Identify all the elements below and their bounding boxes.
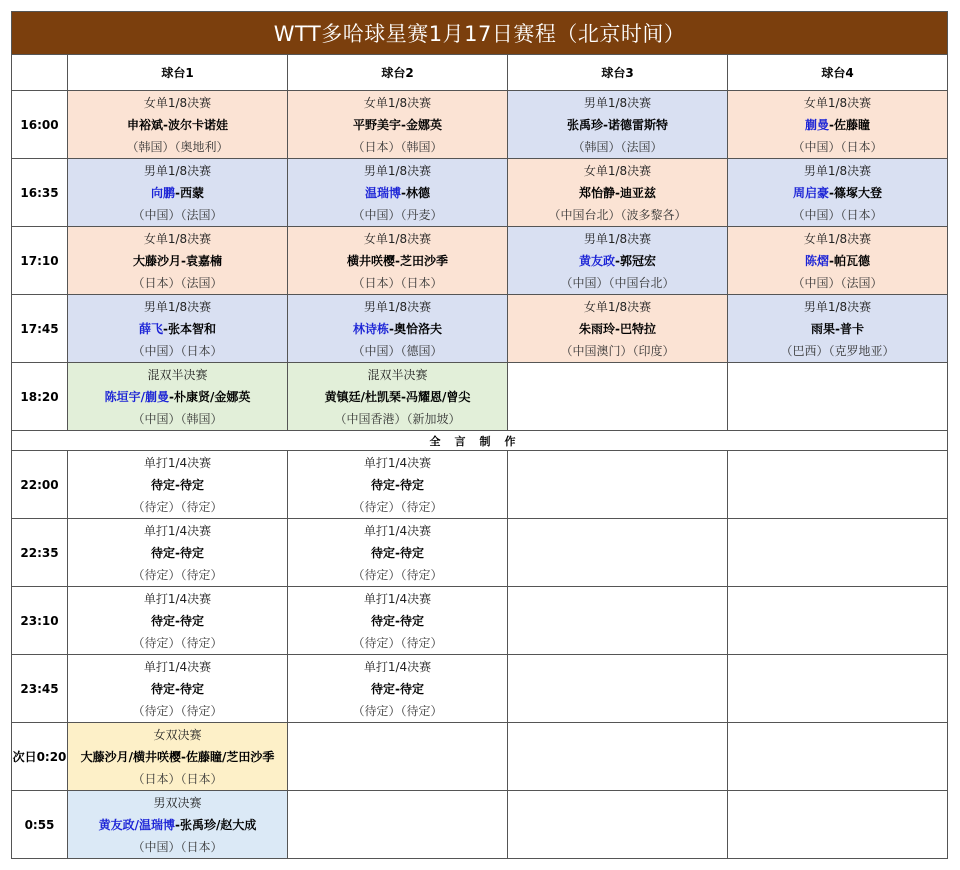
chinese-player-name: 蒯曼 bbox=[805, 118, 830, 132]
nationality-label: （中国台北）（波多黎各） bbox=[548, 208, 687, 222]
event-label: 女单1/8决赛 bbox=[143, 96, 212, 110]
nationality-label: （中国香港）（新加坡） bbox=[334, 412, 461, 426]
table-row bbox=[12, 791, 948, 859]
match-cell bbox=[508, 723, 728, 791]
matchup-label bbox=[68, 748, 287, 765]
match-cell bbox=[288, 723, 508, 791]
event-label: 单打1/4决赛 bbox=[363, 660, 432, 674]
nationality-label: （巴西）（克罗地亚） bbox=[780, 344, 895, 358]
opponent-name: 大藤沙月-袁嘉楠 bbox=[133, 254, 222, 268]
chinese-player-name: 周启豪 bbox=[793, 186, 830, 200]
opponent-name: -林德 bbox=[401, 186, 430, 200]
match-cell bbox=[508, 363, 728, 431]
match-cell bbox=[508, 791, 728, 859]
table-header-3: 球台3 bbox=[508, 55, 728, 91]
chinese-player-name: 陈熠 bbox=[805, 254, 830, 268]
event-label: 男单1/8决赛 bbox=[803, 164, 872, 178]
opponent-name: 待定-待定 bbox=[371, 614, 424, 628]
match-cell bbox=[288, 791, 508, 859]
match-cell bbox=[728, 723, 948, 791]
matchup-label bbox=[68, 252, 287, 269]
nationality-label: （日本）（法国） bbox=[132, 276, 223, 290]
nationality-label: （日本）（日本） bbox=[132, 772, 223, 786]
event-label: 男单1/8决赛 bbox=[583, 96, 652, 110]
match-cell bbox=[68, 227, 288, 295]
event-label: 单打1/4决赛 bbox=[143, 660, 212, 674]
nationality-label: （中国）（日本） bbox=[792, 208, 883, 222]
chinese-player-name: 黄友政 bbox=[579, 254, 616, 268]
time-cell: 17:10 bbox=[12, 227, 68, 295]
opponent-name: -佐藤瞳 bbox=[829, 118, 871, 132]
nationality-label: （待定）（待定） bbox=[132, 500, 223, 514]
match-cell bbox=[728, 363, 948, 431]
nationality-label: （韩国）（奥地利） bbox=[126, 140, 229, 154]
opponent-name: 张禹珍-诺德雷斯特 bbox=[567, 118, 668, 132]
match-cell bbox=[728, 91, 948, 159]
matchup-label bbox=[288, 252, 507, 269]
chinese-player-name: 林诗栋 bbox=[353, 322, 390, 336]
event-label: 男单1/8决赛 bbox=[803, 300, 872, 314]
chinese-player-name: 黄友政/温瑞博 bbox=[98, 818, 175, 832]
opponent-name: 待定-待定 bbox=[151, 682, 204, 696]
match-cell bbox=[68, 295, 288, 363]
match-cell bbox=[68, 363, 288, 431]
table-row bbox=[12, 519, 948, 587]
match-cell bbox=[508, 227, 728, 295]
table-header-row bbox=[12, 55, 948, 91]
table-row bbox=[12, 587, 948, 655]
chinese-player-name: 温瑞博 bbox=[365, 186, 402, 200]
table-row bbox=[12, 363, 948, 431]
match-cell bbox=[728, 227, 948, 295]
matchup-label bbox=[68, 680, 287, 697]
matchup-label bbox=[728, 116, 947, 133]
nationality-label: （中国澳门）（印度） bbox=[560, 344, 675, 358]
time-cell: 22:35 bbox=[12, 519, 68, 587]
matchup-label bbox=[508, 252, 727, 269]
event-label: 单打1/4决赛 bbox=[363, 592, 432, 606]
event-label: 男单1/8决赛 bbox=[363, 164, 432, 178]
nationality-label: （待定）（待定） bbox=[132, 704, 223, 718]
event-label: 男单1/8决赛 bbox=[363, 300, 432, 314]
event-label: 男单1/8决赛 bbox=[143, 164, 212, 178]
event-label: 混双半决赛 bbox=[147, 368, 208, 382]
match-cell bbox=[288, 91, 508, 159]
nationality-label: （中国）（法国） bbox=[132, 208, 223, 222]
table-row bbox=[12, 723, 948, 791]
match-cell bbox=[288, 519, 508, 587]
nationality-label: （中国）（丹麦） bbox=[352, 208, 443, 222]
match-cell bbox=[288, 655, 508, 723]
event-label: 混双半决赛 bbox=[367, 368, 428, 382]
match-cell bbox=[288, 587, 508, 655]
nationality-label: （中国）（日本） bbox=[132, 840, 223, 854]
time-cell: 23:45 bbox=[12, 655, 68, 723]
nationality-label: （待定）（待定） bbox=[132, 636, 223, 650]
match-cell bbox=[68, 655, 288, 723]
opponent-name: -张禹珍/赵大成 bbox=[175, 818, 257, 832]
event-label: 女单1/8决赛 bbox=[803, 232, 872, 246]
event-label: 女单1/8决赛 bbox=[363, 96, 432, 110]
opponent-name: 平野美宇-金娜英 bbox=[353, 118, 442, 132]
match-cell bbox=[508, 655, 728, 723]
match-cell bbox=[728, 295, 948, 363]
match-cell bbox=[288, 451, 508, 519]
nationality-label: （中国）（日本） bbox=[132, 344, 223, 358]
match-cell bbox=[508, 91, 728, 159]
event-label: 单打1/4决赛 bbox=[363, 524, 432, 538]
opponent-name: -篠塚大登 bbox=[829, 186, 883, 200]
table-header-2: 球台2 bbox=[288, 55, 508, 91]
opponent-name: 待定-待定 bbox=[371, 546, 424, 560]
match-cell bbox=[728, 519, 948, 587]
matchup-label bbox=[68, 388, 287, 405]
nationality-label: （日本）（韩国） bbox=[352, 140, 443, 154]
opponent-name: -张本智和 bbox=[163, 322, 216, 336]
match-cell bbox=[68, 159, 288, 227]
nationality-label: （待定）（待定） bbox=[352, 636, 443, 650]
table-row bbox=[12, 655, 948, 723]
nationality-label: （中国）（韩国） bbox=[132, 412, 223, 426]
nationality-label: （中国）（日本） bbox=[792, 140, 883, 154]
chinese-player-name: 陈垣宇/蒯曼 bbox=[104, 390, 169, 404]
matchup-label bbox=[728, 252, 947, 269]
event-label: 男单1/8决赛 bbox=[143, 300, 212, 314]
nationality-label: （中国）（法国） bbox=[792, 276, 883, 290]
event-label: 男单1/8决赛 bbox=[583, 232, 652, 246]
table-row bbox=[12, 227, 948, 295]
event-label: 女单1/8决赛 bbox=[143, 232, 212, 246]
match-cell bbox=[728, 655, 948, 723]
event-label: 男双决赛 bbox=[153, 796, 202, 810]
opponent-name: 雨果-普卡 bbox=[811, 322, 865, 336]
matchup-label bbox=[68, 816, 287, 833]
event-label: 女单1/8决赛 bbox=[803, 96, 872, 110]
nationality-label: （中国）（德国） bbox=[352, 344, 443, 358]
table-header-4: 球台4 bbox=[728, 55, 948, 91]
match-cell bbox=[68, 519, 288, 587]
match-cell bbox=[728, 791, 948, 859]
opponent-name: -朴康贤/金娜英 bbox=[169, 390, 251, 404]
credit-banner: 全言制作 bbox=[12, 431, 948, 451]
time-cell: 23:10 bbox=[12, 587, 68, 655]
matchup-label bbox=[288, 680, 507, 697]
opponent-name: -奥恰洛夫 bbox=[389, 322, 442, 336]
event-label: 单打1/4决赛 bbox=[363, 456, 432, 470]
nationality-label: （韩国）（法国） bbox=[572, 140, 663, 154]
matchup-label bbox=[68, 612, 287, 629]
matchup-label bbox=[508, 184, 727, 201]
match-cell bbox=[508, 587, 728, 655]
nationality-label: （中国）（中国台北） bbox=[560, 276, 675, 290]
event-label: 女单1/8决赛 bbox=[583, 164, 652, 178]
matchup-label bbox=[288, 184, 507, 201]
event-label: 单打1/4决赛 bbox=[143, 524, 212, 538]
matchup-label bbox=[288, 116, 507, 133]
event-label: 单打1/4决赛 bbox=[143, 456, 212, 470]
opponent-name: 黄镇廷/杜凯琹-冯耀恩/曾尖 bbox=[324, 390, 471, 404]
matchup-label bbox=[728, 184, 947, 201]
match-cell bbox=[728, 159, 948, 227]
schedule-title: WTT多哈球星赛1月17日赛程（北京时间） bbox=[12, 12, 948, 55]
time-cell: 16:00 bbox=[12, 91, 68, 159]
event-label: 单打1/4决赛 bbox=[143, 592, 212, 606]
matchup-label bbox=[288, 612, 507, 629]
table-row bbox=[12, 159, 948, 227]
opponent-name: 申裕斌-波尔卡诺娃 bbox=[127, 118, 228, 132]
match-cell bbox=[728, 587, 948, 655]
nationality-label: （待定）（待定） bbox=[352, 704, 443, 718]
event-label: 女单1/8决赛 bbox=[583, 300, 652, 314]
match-cell bbox=[68, 791, 288, 859]
schedule-table bbox=[11, 11, 948, 859]
opponent-name: 待定-待定 bbox=[151, 546, 204, 560]
matchup-label bbox=[68, 116, 287, 133]
match-cell bbox=[508, 159, 728, 227]
event-label: 女双决赛 bbox=[153, 728, 202, 742]
match-cell bbox=[68, 451, 288, 519]
match-cell bbox=[288, 159, 508, 227]
match-cell bbox=[68, 723, 288, 791]
credit-banner-row bbox=[12, 431, 948, 451]
matchup-label bbox=[508, 320, 727, 337]
match-cell bbox=[508, 451, 728, 519]
nationality-label: （待定）（待定） bbox=[132, 568, 223, 582]
matchup-label bbox=[68, 544, 287, 561]
opponent-name: 待定-待定 bbox=[151, 614, 204, 628]
time-cell: 22:00 bbox=[12, 451, 68, 519]
match-cell bbox=[288, 295, 508, 363]
matchup-label bbox=[68, 476, 287, 493]
opponent-name: 郑怡静-迪亚兹 bbox=[579, 186, 656, 200]
matchup-label bbox=[288, 320, 507, 337]
matchup-label bbox=[288, 544, 507, 561]
time-cell: 18:20 bbox=[12, 363, 68, 431]
opponent-name: 大藤沙月/横井咲樱-佐藤瞳/芝田沙季 bbox=[80, 750, 275, 764]
opponent-name: -郭冠宏 bbox=[615, 254, 656, 268]
chinese-player-name: 向鹏 bbox=[151, 186, 176, 200]
event-label: 女单1/8决赛 bbox=[363, 232, 432, 246]
opponent-name: 待定-待定 bbox=[371, 478, 424, 492]
nationality-label: （日本）（日本） bbox=[352, 276, 443, 290]
match-cell bbox=[508, 295, 728, 363]
opponent-name: -帕瓦德 bbox=[829, 254, 871, 268]
match-cell bbox=[68, 91, 288, 159]
opponent-name: 待定-待定 bbox=[151, 478, 204, 492]
time-cell: 17:45 bbox=[12, 295, 68, 363]
match-cell bbox=[728, 451, 948, 519]
matchup-label bbox=[68, 184, 287, 201]
chinese-player-name: 薛飞 bbox=[139, 322, 164, 336]
time-cell: 次日0:20 bbox=[12, 723, 68, 791]
matchup-label bbox=[728, 320, 947, 337]
table-header-1: 球台1 bbox=[68, 55, 288, 91]
table-row bbox=[12, 295, 948, 363]
time-cell: 16:35 bbox=[12, 159, 68, 227]
nationality-label: （待定）（待定） bbox=[352, 568, 443, 582]
matchup-label bbox=[288, 476, 507, 493]
matchup-label bbox=[508, 116, 727, 133]
nationality-label: （待定）（待定） bbox=[352, 500, 443, 514]
match-cell bbox=[508, 519, 728, 587]
opponent-name: 待定-待定 bbox=[371, 682, 424, 696]
table-row bbox=[12, 91, 948, 159]
matchup-label bbox=[68, 320, 287, 337]
table-row bbox=[12, 451, 948, 519]
opponent-name: 横井咲樱-芝田沙季 bbox=[347, 254, 448, 268]
match-cell bbox=[288, 227, 508, 295]
match-cell bbox=[288, 363, 508, 431]
time-cell: 0:55 bbox=[12, 791, 68, 859]
time-header-cell bbox=[12, 55, 68, 91]
opponent-name: -西蒙 bbox=[175, 186, 204, 200]
matchup-label bbox=[288, 388, 507, 405]
match-cell bbox=[68, 587, 288, 655]
opponent-name: 朱雨玲-巴特拉 bbox=[579, 322, 656, 336]
